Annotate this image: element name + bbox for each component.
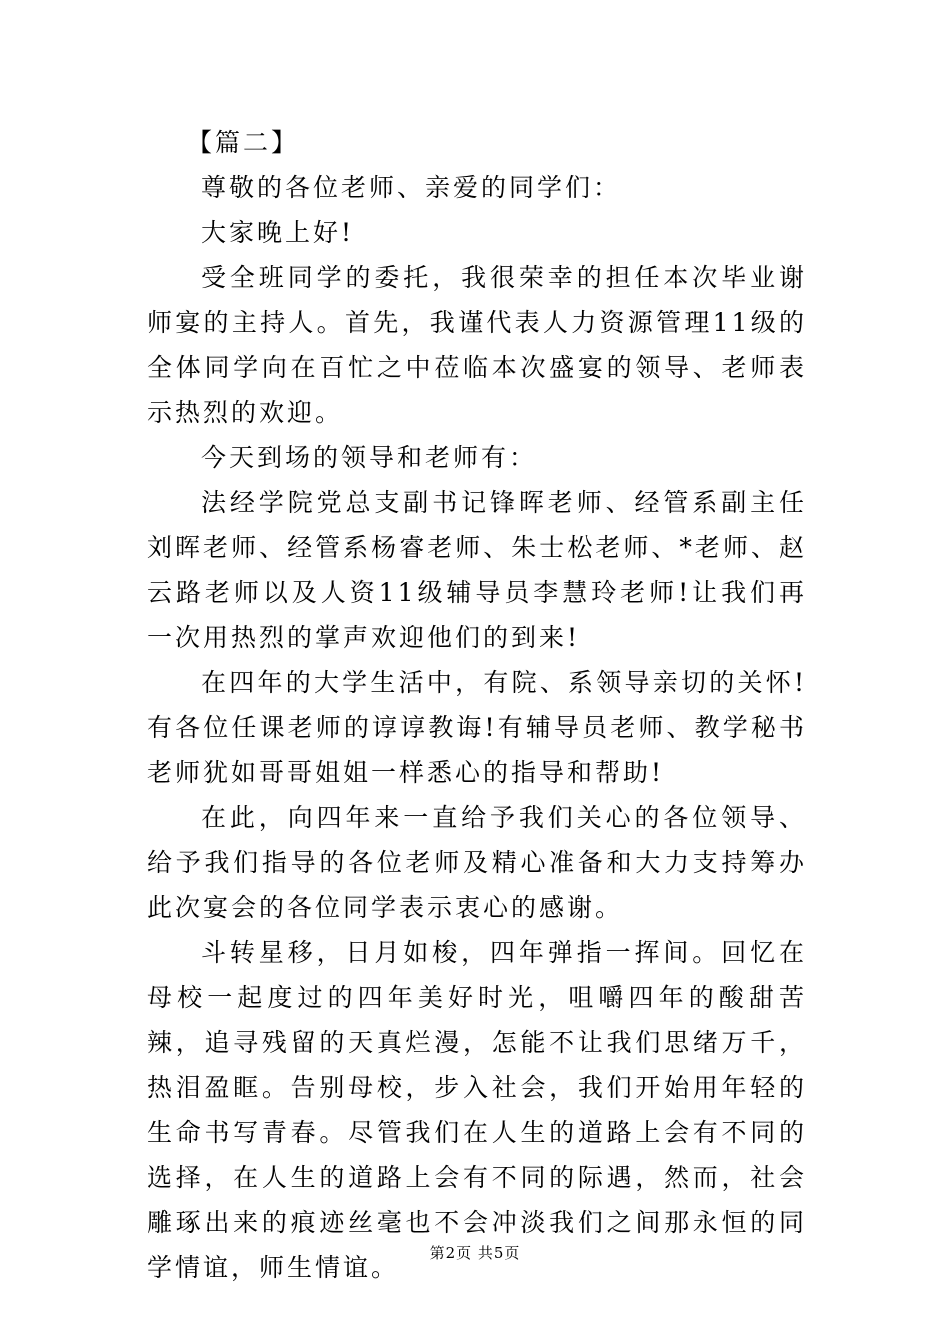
- document-body: [147, 120, 807, 1290]
- section-title: 【篇二】: [187, 128, 300, 157]
- paragraph-evening: 大家晚上好!: [201, 218, 355, 247]
- paragraph-university-life: 在四年的大学生活中，有院、系领导亲切的关怀!有各位任课老师的谆谆教诲!有辅导员老师、教学秘书老师犹如哥哥姐姐一样悉心的指导和帮助!: [147, 668, 807, 787]
- paragraph-reflection: 斗转星移，日月如梭，四年弹指一挥间。回忆在母校一起度过的四年美好时光，咀嚼四年的酸甜苦辣，追寻残留的天真烂漫，怎能不让我们思绪万千，热泪盈眶。告别母校，步入社会，我们开始用年轻的生命书写青春。尽管我们在人生的道路上会有不同的选择，在人生的道路上会有不同的际遇，然而，社会雕琢出来的痕迹丝毫也不会冲淡我们之间那永恒的同学情谊，师生情谊。: [147, 938, 807, 1282]
- paragraph-thanks: 在此，向四年来一直给予我们关心的各位领导、给予我们指导的各位老师及精心准备和大力支持筹办此次宴会的各位同学表示衷心的感谢。: [147, 803, 807, 922]
- page-number-footer: 第2页 共5页: [429, 1244, 521, 1262]
- paragraph-attendees-intro: 今天到场的领导和老师有：: [201, 443, 538, 472]
- paragraph-attendees-list: 法经学院党总支副书记锋晖老师、经管系副主任刘晖老师、经管系杨睿老师、朱士松老师、*老师、赵云路老师以及人资11级辅导员李慧玲老师!让我们再一次用热烈的掌声欢迎他们的到来!: [147, 488, 807, 652]
- paragraph-greeting: 尊敬的各位老师、亲爱的同学们：: [201, 173, 622, 202]
- paragraph-host-intro: 受全班同学的委托，我很荣幸的担任本次毕业谢师宴的主持人。首先，我谨代表人力资源管理11级的全体同学向在百忙之中莅临本次盛宴的领导、老师表示热烈的欢迎。: [147, 263, 807, 427]
